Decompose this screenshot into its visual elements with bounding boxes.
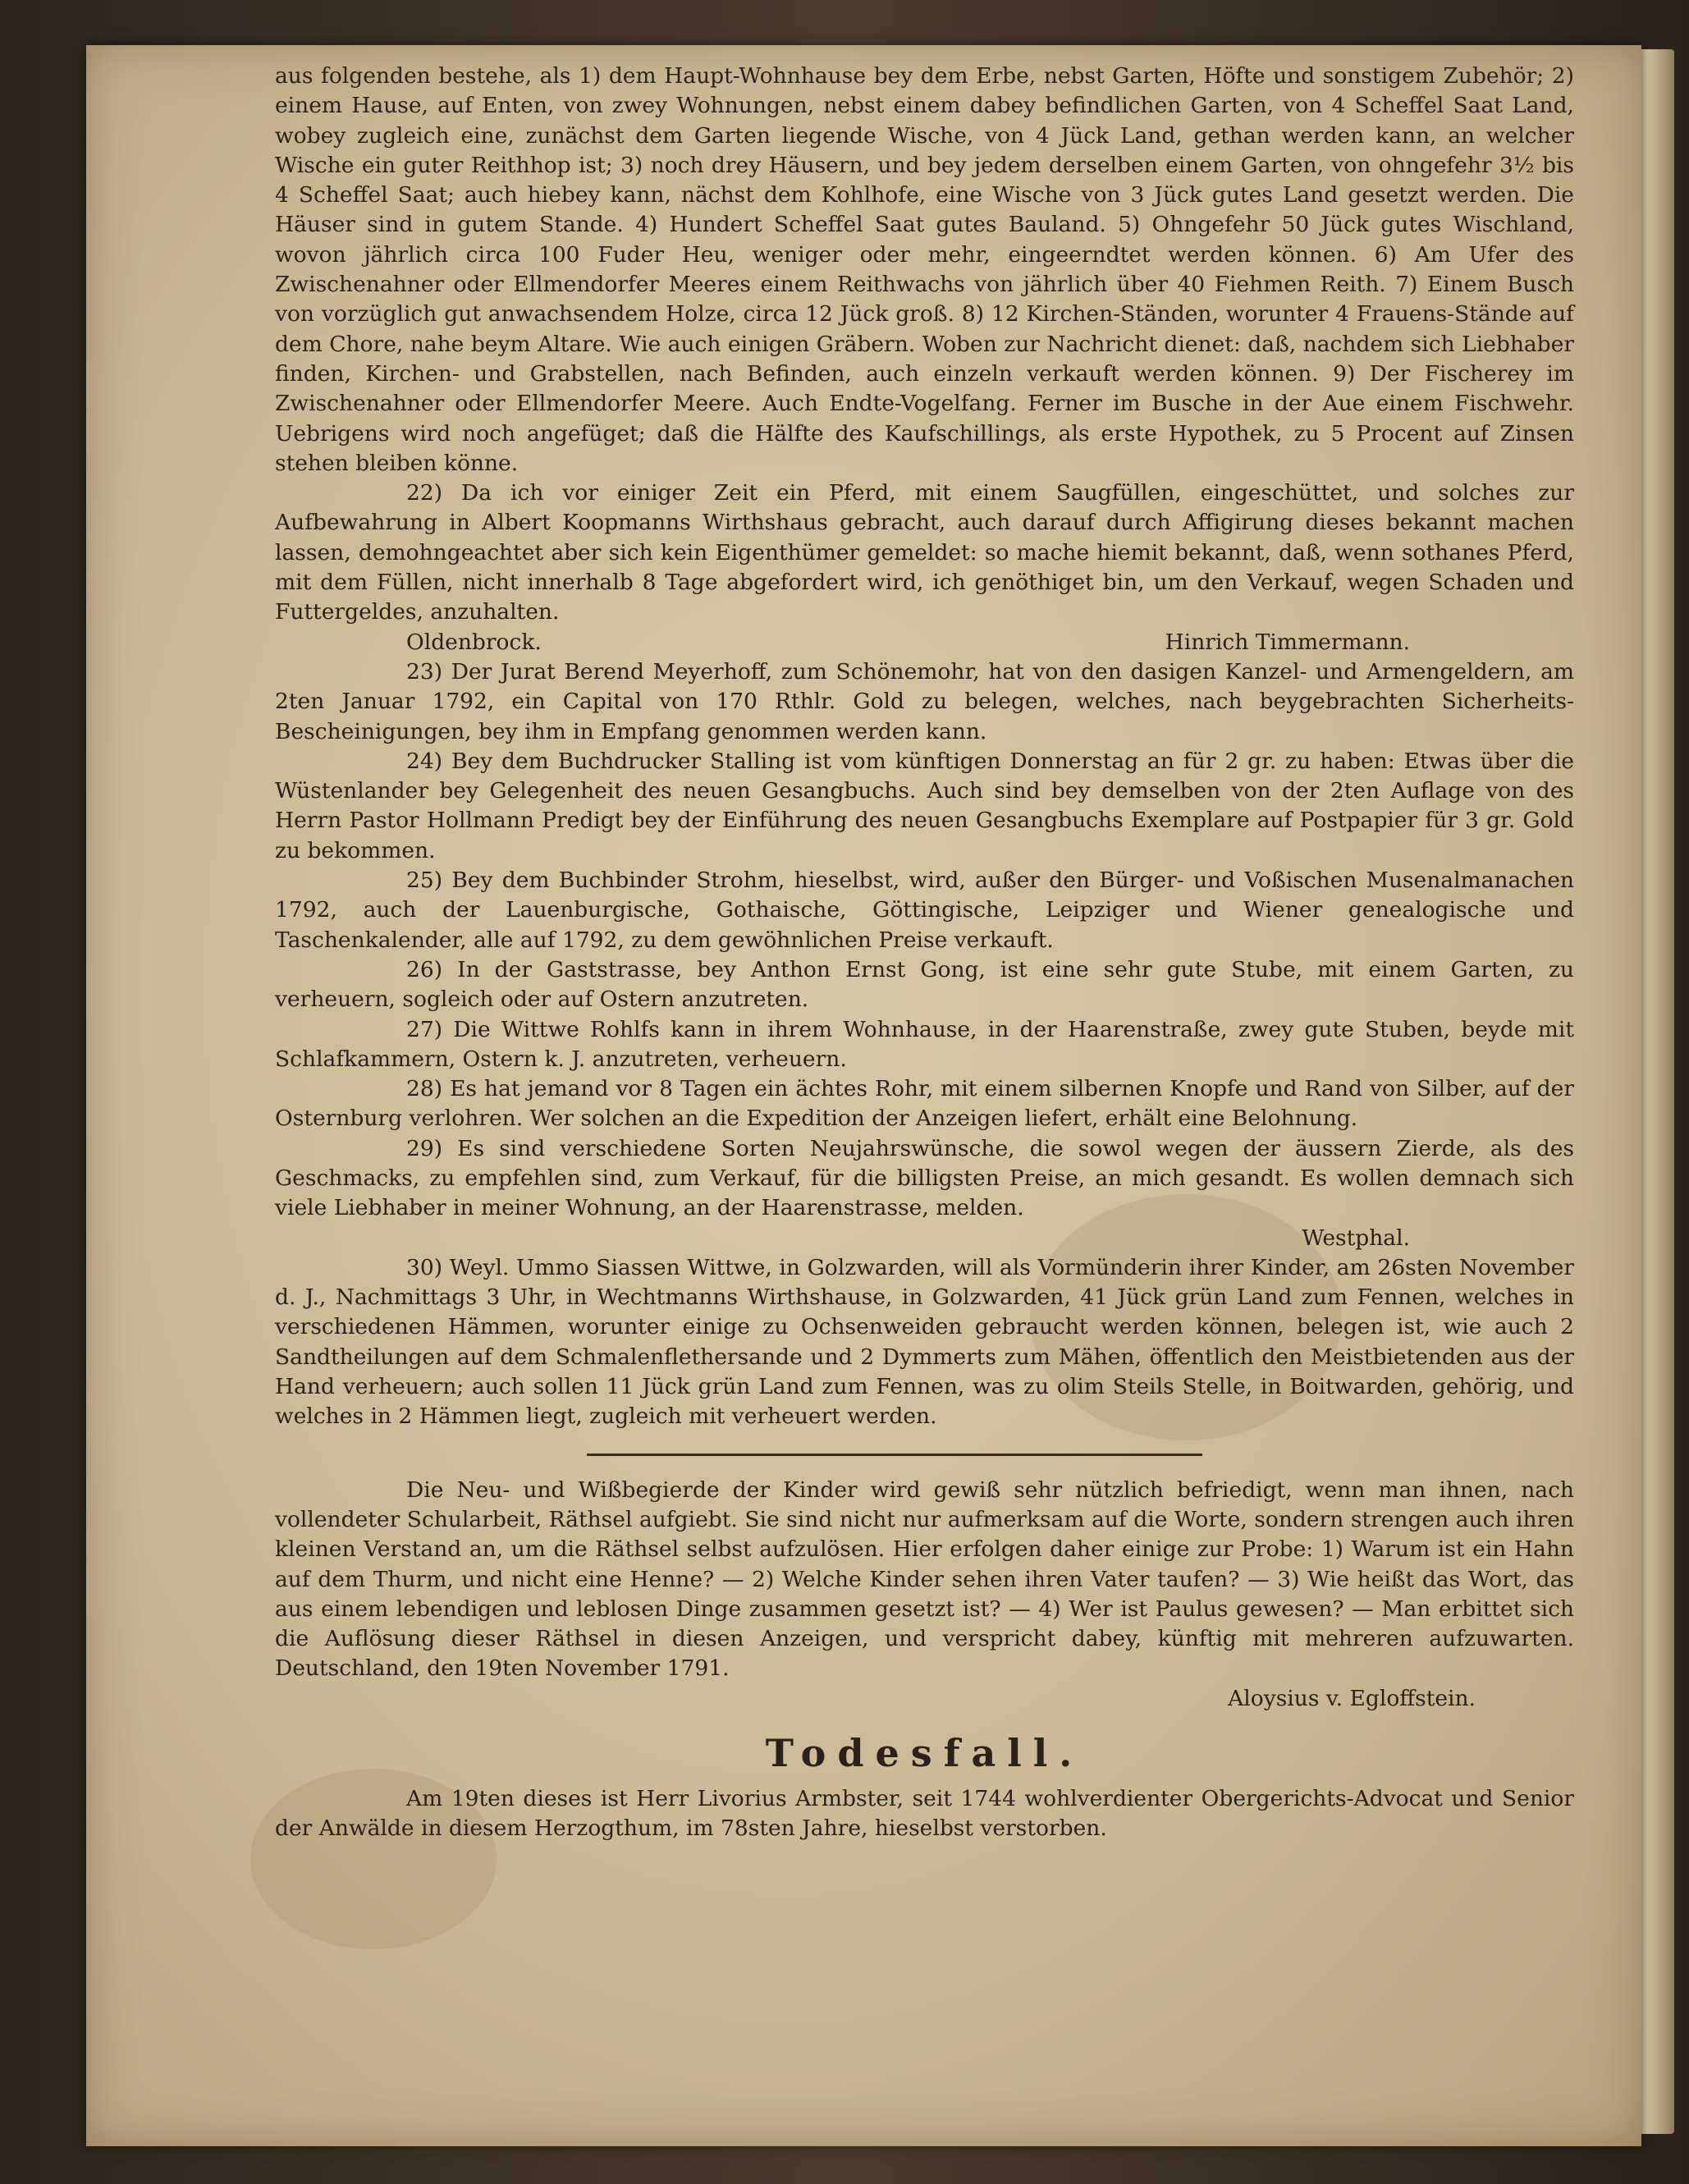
entry-22: 22) Da ich vor einiger Zeit ein Pferd, mit einem Saugfüllen, eingeschüttet, und solches zur Aufbewahrung in Albert Koopmanns Wirthshaus gebracht, auch darauf durch Affigirung dieses bekannt machen lassen, demohngeachtet aber sich kein Eigenthümer gemeldet: so mache hiemit bekannt, daß, wenn sothanes Pferd, mit dem Füllen, nicht innerhalb 8 Tage abgefordert wird, ich genöthiget bin, um den Verkauf, wegen Schaden und Futtergeldes, anzuhalten. <box>275 480 1574 625</box>
section-divider <box>587 1454 1202 1456</box>
entry-28: 28) Es hat jemand vor 8 Tagen ein ächtes Rohr, mit einem silbernen Knopfe und Rand von Silber, auf der Osternburg verlohren. Wer solchen an die Expedition der Anzeigen liefert, erhält eine Belohnung. <box>275 1076 1574 1132</box>
entry-22-place: Oldenbrock. <box>406 629 542 655</box>
entry-23: 23) Der Jurat Berend Meyerhoff, zum Schönemohr, hat von den dasigen Kanzel- und Armengeldern, am 2ten Januar 1792, ein Capital von 170 Rthlr. Gold zu belegen, welches, nach beygebrachten Sicherheits-Bescheinigungen, bey ihm in Empfang genommen werden kann. <box>275 658 1574 744</box>
page-text <box>275 62 1574 1844</box>
entry-29: 29) Es sind verschiedene Sorten Neujahrswünsche, die sowol wegen der äussern Zierde, als des Geschmacks, zu empfehlen sind, zum Verkauf, für die billigsten Preise, an mich gesandt. Es wollen demnach sich viele Liebhaber in meiner Wohnung, an der Haarenstrasse, melden. <box>275 1135 1574 1221</box>
death-notice-heading: Todesfall. <box>765 1731 1084 1776</box>
continuation-paragraph: aus folgenden bestehe, als 1) dem Haupt-Wohnhause bey dem Erbe, nebst Garten, Höfte und sonstigem Zubehör; 2) einem Hause, auf Enten, von zwey Wohnungen, nebst einem dabey befindlichen Garten, von 4 Scheffel Saat Land, wobey zugleich eine, zunächst dem Garten liegende Wische, von 4 Jück Land, gethan werden kann, an welcher Wische ein guter Reithhop ist; 3) noch drey Häusern, und bey jedem derselben einem Garten, von ohngefehr 3½ bis 4 Scheffel Saat; auch hiebey kann, nächst dem Kohlhofe, eine Wische von 3 Jück gutes Land gesetzt werden. Die Häuser sind in gutem Stande. 4) Hundert Scheffel Saat gutes Bauland. 5) Ohngefehr 50 Jück gutes Wischland, wovon jährlich circa 100 Fuder Heu, weniger oder mehr, eingeerndtet werden können. 6) Am Ufer des Zwischenahner oder Ellmendorfer Meeres einem Reithwachs von jährlich über 40 Fiehmen Reith. 7) Einem Busch von vorzüglich gut anwachsendem Holze, circa 12 Jück groß. 8) 12 Kirchen-Ständen, worunter 4 Frauens-Stände auf dem Chore, nahe beym Altare. Wie auch einigen Gräbern. Woben zur Nachricht dienet: daß, nachdem sich Liebhaber finden, Kirchen- und Grabstellen, nach Befinden, auch einzeln verkauft werden können. 9) Der Fischerey im Zwischenahner oder Ellmendorfer Meere. Auch Endte-Vogelfang. Ferner im Busche in der Aue einem Fischwehr. Uebrigens wird noch angefüget; daß die Hälfte des Kaufschillings, als erste Hypothek, zu 5 Procent auf Zinsen stehen bleiben könne. <box>275 63 1574 476</box>
death-notice-text: Am 19ten dieses ist Herr Livorius Armbster, seit 1744 wohlverdienter Obergerichts-Advocat und Senior der Anwälde in diesem Herzogthum, im 78sten Jahre, hieselbst verstorben. <box>275 1786 1574 1842</box>
riddle-paragraph: Die Neu- und Wißbegierde der Kinder wird gewiß sehr nützlich befriedigt, wenn man ihnen, nach vollendeter Schularbeit, Räthsel aufgiebt. Sie sind nicht nur aufmerksam auf die Worte, sondern strengen auch ihren kleinen Verstand an, um die Räthsel selbst aufzulösen. Hier erfolgen daher einige zur Probe: 1) Warum ist ein Hahn auf dem Thurm, und nicht eine Henne? — 2) Welche Kinder sehen ihren Vater taufen? — 3) Wie heißt das Wort, das aus einem lebendigen und leblosen Dinge zusammen gesetzt ist? — 4) Wer ist Paulus gewesen? — Man erbittet sich die Auflösung dieser Räthsel in diesen Anzeigen, und verspricht dabey, künftig mit mehreren aufzuwarten. Deutschland, den 19ten November 1791. <box>275 1477 1574 1682</box>
riddle-signature <box>275 1684 1574 1714</box>
riddle-signer: Aloysius v. Egloffstein. <box>1228 1685 1476 1711</box>
entry-24: 24) Bey dem Buchdrucker Stalling ist vom künftigen Donnerstag an für 2 gr. zu haben: Etwas über die Wüstenlander bey Gelegenheit des neuen Gesangbuchs. Auch sind bey demselben von der 2ten Auflage von des Herrn Pastor Hollmann Predigt bey der Einführung des neuen Gesangbuchs Exemplare auf Postpapier für 3 gr. Gold zu bekommen. <box>275 748 1574 863</box>
entry-29-signer: Westphal. <box>1302 1225 1410 1251</box>
entry-22-signature <box>275 628 1574 657</box>
entry-25: 25) Bey dem Buchbinder Strohm, hieselbst, wird, außer den Bürger- und Voßischen Musenalmanachen 1792, auch der Lauenburgische, Gothaische, Göttingische, Leipziger und Wiener genealogische und Taschenkalender, alle auf 1792, zu dem gewöhnlichen Preise verkauft. <box>275 868 1574 953</box>
entry-30: 30) Weyl. Ummo Siassen Wittwe, in Golzwarden, will als Vormünderin ihrer Kinder, am 26sten November d. J., Nachmittags 3 Uhr, in Wechtmanns Wirthshause, in Golzwarden, 41 Jück grün Land zum Fennen, welches in verschiedenen Hämmen, worunter einige zu Ochsenweiden gebraucht werden können, belegen ist, wie auch 2 Sandtheilungen auf dem Schmalenflethersande und 2 Dymmerts zum Mähen, öffentlich den Meistbietenden aus der Hand verheuern; auch sollen 11 Jück grün Land zum Fennen, was zu olim Steils Stelle, in Boitwarden, gehörig, und welches in 2 Hämmen liegt, zugleich mit verheuert werden. <box>275 1254 1574 1430</box>
entry-29-signature <box>275 1224 1574 1253</box>
entry-26: 26) In der Gaststrasse, bey Anthon Ernst Gong, ist eine sehr gute Stube, mit einem Garten, zu verheuern, sogleich oder auf Ostern anzutreten. <box>275 956 1574 1013</box>
entry-27: 27) Die Wittwe Rohlfs kann in ihrem Wohnhause, in der Haarenstraße, zwey gute Stuben, beyde mit Schlafkammern, Ostern k. J. anzutreten, verheuern. <box>275 1016 1574 1072</box>
entry-22-signer: Hinrich Timmermann. <box>1165 629 1410 655</box>
